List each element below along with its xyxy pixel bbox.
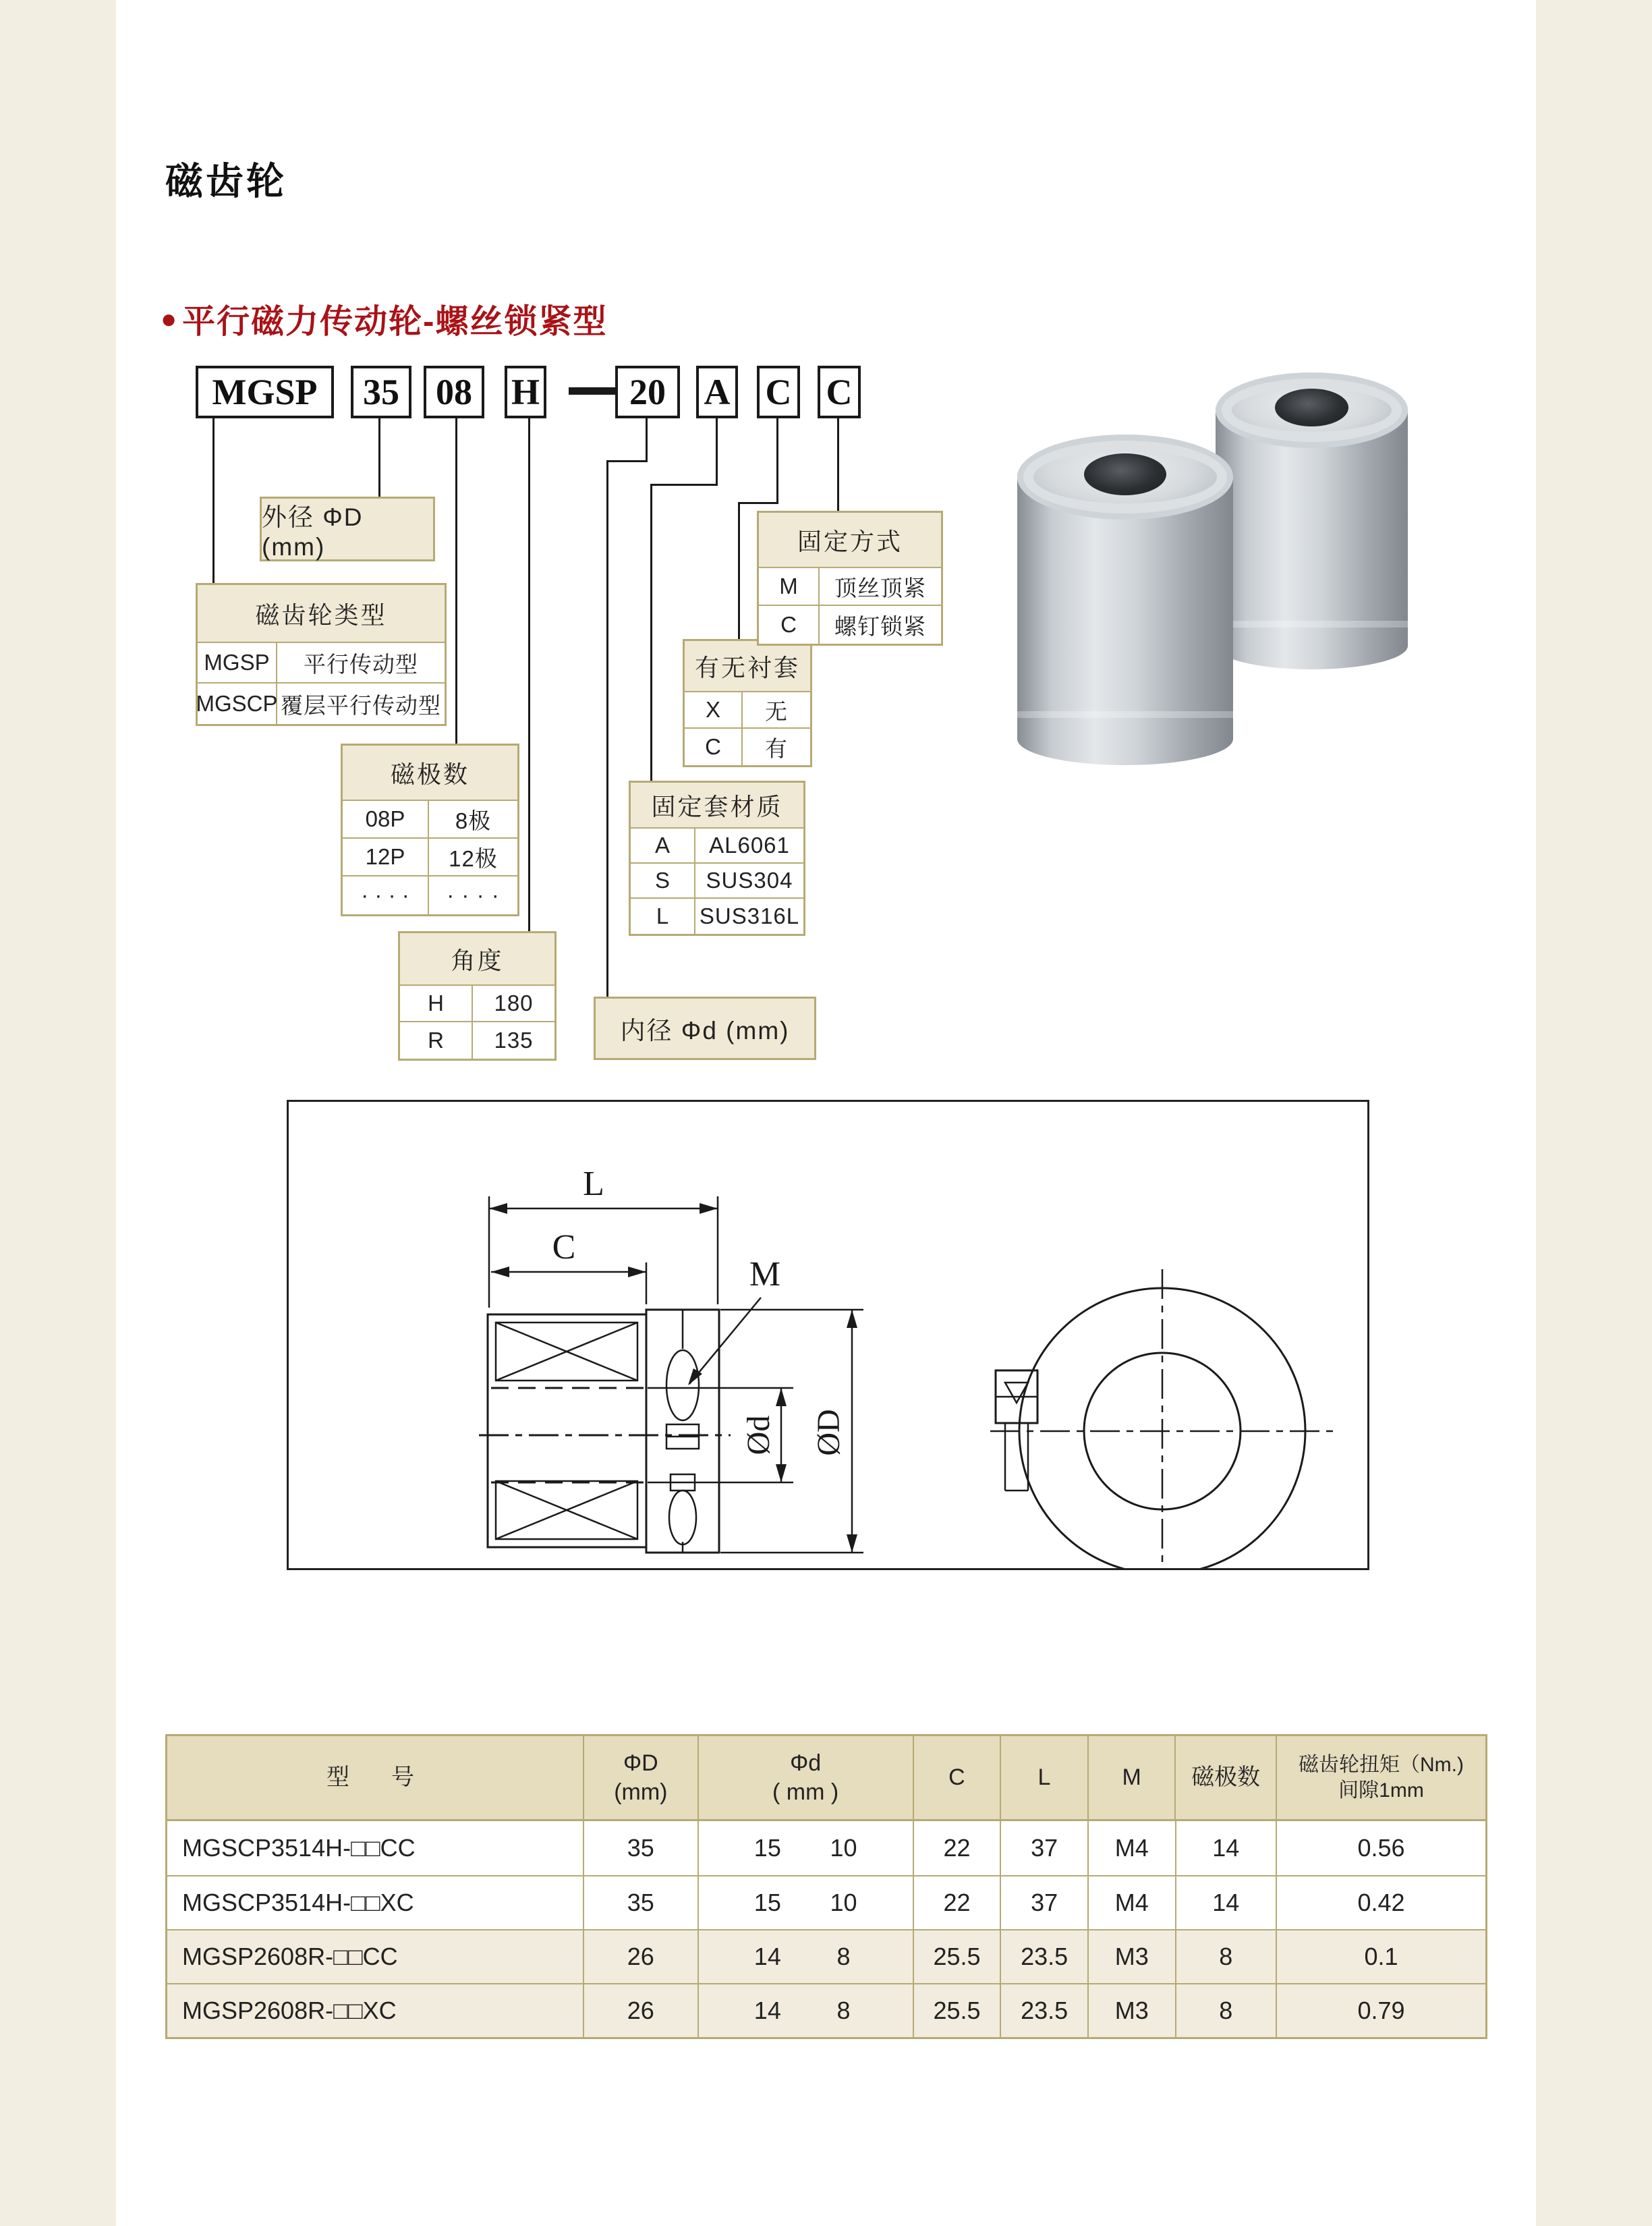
table-row (198, 643, 445, 684)
cell-od: 26 (584, 1983, 698, 2037)
desc-cell: SUS316L (699, 903, 800, 928)
header-line: Φd (790, 1750, 822, 1776)
header-line: ( mm ) (772, 1779, 839, 1805)
table-row (167, 1875, 1485, 1929)
cell-id (699, 1983, 914, 2037)
cell-c: 25.5 (914, 1983, 1002, 2037)
dim-label-C: C (552, 1228, 576, 1267)
cell-id-b: 8 (836, 1997, 851, 2024)
code-box-bushing: C (757, 366, 800, 418)
cell-m: M3 (1089, 1929, 1176, 1983)
desc-cell: SUS304 (706, 868, 793, 893)
connector-line (738, 502, 778, 504)
code-cell: 08P (343, 801, 429, 837)
cell-model: MGSCP3514H-□□XC (167, 1875, 584, 1929)
section-heading-text: 平行磁力传动轮-螺丝锁紧型 (182, 304, 608, 340)
label-angle-title: 角度 (400, 933, 554, 986)
cell-m: M3 (1089, 1983, 1176, 2037)
code-cell: C (685, 729, 743, 765)
cell-id (699, 1821, 914, 1875)
cell-poles: 14 (1176, 1875, 1278, 1929)
desc-cell: 顶丝顶紧 (834, 575, 926, 601)
cell-model: MGSP2608R-□□CC (167, 1929, 584, 1983)
connector-line (212, 418, 215, 583)
cell-model: MGSP2608R-□□XC (167, 1983, 584, 2037)
label-bushing-title: 有无衬套 (685, 641, 810, 692)
cell-id-a: 14 (753, 1997, 781, 2024)
cell-id-a: 15 (753, 1834, 781, 1862)
label-fixing-title: 固定方式 (759, 513, 941, 568)
cell-od: 35 (584, 1875, 698, 1929)
cylinder-front (1017, 435, 1233, 765)
label-inner-diameter: 内径 Φd (mm) (594, 997, 816, 1060)
product-photo (1013, 372, 1458, 777)
code-box-material: A (696, 366, 738, 418)
cell-torque: 0.42 (1277, 1875, 1485, 1929)
connector-line (650, 484, 718, 486)
code-cell: MGSCP (198, 684, 277, 724)
connector-line (606, 460, 648, 462)
cell-torque: 0.1 (1277, 1929, 1485, 1983)
desc-cell: 无 (765, 698, 788, 724)
code-cell: M (759, 568, 820, 605)
code-cell: 12P (343, 839, 429, 875)
table-row (759, 568, 941, 606)
desc-cell: 螺钉锁紧 (834, 613, 926, 639)
code-cell: A (631, 829, 695, 862)
cell-poles: 8 (1176, 1983, 1278, 2037)
label-gear-type (196, 583, 447, 726)
desc-cell: 135 (494, 1028, 534, 1053)
code-box-fixing: C (818, 366, 861, 418)
cell-c: 25.5 (914, 1929, 1002, 1983)
desc-cell: 12极 (449, 845, 498, 871)
desc-cell: AL6061 (709, 833, 790, 858)
label-bushing (683, 639, 812, 767)
table-row (631, 899, 803, 934)
cell-id-a: 15 (753, 1889, 781, 1916)
table-row (167, 1821, 1485, 1875)
table-row (685, 729, 810, 765)
desc-cell: · · · · (447, 883, 500, 908)
code-cell: H (400, 986, 473, 1021)
cell-l: 37 (1001, 1875, 1089, 1929)
code-cell: · · · · (343, 877, 429, 914)
table-row (400, 986, 554, 1022)
table-row (167, 1983, 1485, 2037)
connector-line (837, 418, 839, 511)
table-row (343, 801, 517, 839)
cell-id (699, 1929, 914, 1983)
label-gear-type-title: 磁齿轮类型 (198, 585, 445, 643)
code-cell: L (631, 899, 695, 934)
cell-id-b: 10 (830, 1889, 857, 1916)
code-dash (569, 387, 616, 395)
code-cell: C (759, 606, 820, 644)
cell-model: MGSCP3514H-□□CC (167, 1821, 584, 1875)
spec-table-header (167, 1736, 1485, 1821)
header-torque (1277, 1736, 1485, 1821)
connector-line (606, 460, 608, 997)
label-sleeve-material-title: 固定套材质 (631, 783, 803, 829)
desc-cell: 有 (765, 735, 788, 761)
code-cell: S (631, 864, 695, 897)
dim-label-D: ØD (811, 1409, 847, 1456)
table-row (759, 606, 941, 644)
cell-torque: 0.56 (1357, 1834, 1405, 1862)
cell-c: 22 (914, 1875, 1002, 1929)
cell-l: 23.5 (1001, 1929, 1089, 1983)
cell-id (699, 1875, 914, 1929)
code-cell: R (400, 1022, 473, 1059)
header-inner-dia (699, 1736, 914, 1821)
table-row (167, 1929, 1485, 1983)
header-c: C (914, 1736, 1002, 1821)
table-row (343, 839, 517, 877)
desc-cell: 180 (494, 991, 534, 1015)
cell-m: M4 (1089, 1875, 1176, 1929)
code-box-inner-dia: 20 (615, 366, 680, 418)
label-outer-diameter: 外径 ΦD (mm) (260, 497, 435, 561)
connector-line (716, 418, 718, 484)
header-poles: 磁极数 (1176, 1736, 1277, 1821)
header-line: 磁齿轮扭矩（Nm.) (1299, 1754, 1464, 1776)
connector-line (378, 418, 380, 497)
technical-drawing-frame (287, 1100, 1369, 1570)
cell-id-b: 10 (830, 1834, 857, 1862)
code-cell: MGSP (198, 643, 277, 682)
spec-table-body (167, 1821, 1485, 2037)
connector-line (738, 502, 740, 639)
dim-label-d: Ød (741, 1415, 776, 1455)
connector-line (776, 418, 778, 502)
desc-cell: 覆层平行传动型 (281, 692, 441, 718)
code-cell: X (685, 692, 743, 727)
cell-poles: 8 (1176, 1929, 1278, 1983)
table-row (400, 1022, 554, 1059)
bullet-icon: ● (161, 304, 179, 334)
code-box-outer-dia: 35 (351, 366, 411, 418)
page-title: 磁齿轮 (165, 160, 287, 202)
cell-od: 35 (584, 1821, 698, 1875)
desc-cell: 平行传动型 (304, 651, 418, 677)
cylinder-back (1216, 372, 1408, 669)
cell-c: 22 (914, 1821, 1002, 1875)
label-angle (398, 931, 557, 1061)
cell-torque: 0.79 (1277, 1983, 1485, 2037)
header-l: L (1001, 1736, 1089, 1821)
label-fixing (757, 511, 943, 646)
table-row (343, 877, 517, 914)
header-m: M (1089, 1736, 1176, 1821)
label-poles-title: 磁极数 (343, 746, 517, 801)
desc-cell: 8极 (455, 808, 492, 833)
cell-m: M4 (1089, 1821, 1176, 1875)
connector-line (650, 484, 652, 781)
cell-l: 37 (1001, 1821, 1089, 1875)
dim-label-L: L (583, 1165, 604, 1203)
header-line: 间隙1mm (1338, 1779, 1424, 1802)
cell-poles: 14 (1176, 1821, 1278, 1875)
header-model: 型 号 (167, 1736, 584, 1821)
dim-label-M: M (749, 1255, 781, 1293)
technical-drawing (289, 1102, 1367, 1568)
cell-l: 23.5 (1001, 1983, 1089, 2037)
spec-table (165, 1734, 1487, 2039)
cell-od: 26 (584, 1929, 698, 1983)
label-sleeve-material (629, 781, 805, 936)
table-row (198, 684, 445, 724)
connector-line (646, 418, 648, 460)
connector-line (455, 418, 457, 744)
section-heading (161, 296, 608, 343)
connector-line (528, 418, 530, 931)
header-outer-dia (584, 1736, 698, 1821)
header-line: (mm) (614, 1779, 668, 1805)
table-row (631, 864, 803, 899)
header-line: ΦD (623, 1750, 658, 1776)
table-row (685, 692, 810, 729)
code-box-series: MGSP (196, 366, 334, 418)
cell-id-b: 8 (836, 1943, 851, 1970)
code-box-angle: H (505, 366, 546, 418)
code-box-poles: 08 (424, 366, 484, 418)
label-poles (341, 744, 519, 916)
cell-id-a: 14 (753, 1943, 781, 1970)
table-row (631, 829, 803, 864)
